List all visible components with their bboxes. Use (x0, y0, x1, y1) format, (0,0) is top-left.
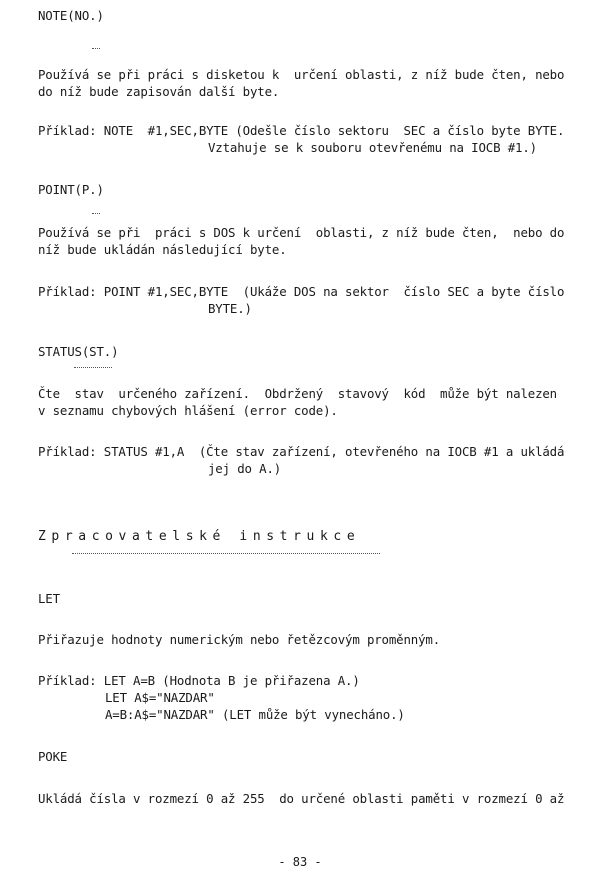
section-title-underline (72, 553, 380, 554)
let-text-line-1: Přiřazuje hodnoty numerickým nebo řetězcovým proměnným. (38, 632, 441, 647)
point-example-line-1: Příklad: POINT #1,SEC,BYTE (Ukáže DOS na sektor číslo SEC a byte číslo (38, 284, 565, 299)
let-heading: LET (38, 591, 60, 606)
status-example-line-2: jej do A.) (208, 461, 282, 476)
let-example-line-3: A=B:A$="NAZDAR" (LET může být vynecháno.) (105, 707, 405, 722)
note-example-line-2: Vztahuje se k souboru otevřenému na IOCB #1.) (208, 140, 537, 155)
status-heading: STATUS(ST.) (38, 344, 119, 359)
note-heading: NOTE(NO.) (38, 8, 104, 23)
status-example-line-1: Příklad: STATUS #1,A (Čte stav zařízení, otevřeného na IOCB #1 a ukládá (38, 444, 565, 459)
point-heading-underline (92, 213, 100, 214)
note-heading-underline (92, 48, 100, 49)
point-example-line-2: BYTE.) (208, 301, 252, 316)
note-text-line-1: Používá se při práci s disketou k určení oblasti, z níž bude čten, nebo (38, 67, 565, 82)
let-example-line-2: LET A$="NAZDAR" (105, 690, 215, 705)
status-text-line-1: Čte stav určeného zařízení. Obdržený stavový kód může být nalezen (38, 386, 557, 401)
status-heading-underline (74, 367, 112, 368)
point-heading: POINT(P.) (38, 182, 104, 197)
note-text-line-2: do níž bude zapisován další byte. (38, 84, 280, 99)
let-example-line-1: Příklad: LET A=B (Hodnota B je přiřazena A.) (38, 673, 360, 688)
point-text-line-2: níž bude ukládán následující byte. (38, 242, 287, 257)
point-text-line-1: Používá se při práci s DOS k určení oblasti, z níž bude čten, nebo do (38, 225, 565, 240)
poke-text-line-1: Ukládá čísla v rozmezí 0 až 255 do určené oblasti paměti v rozmezí 0 až (38, 791, 565, 806)
status-text-line-2: v seznamu chybových hlášení (error code). (38, 403, 338, 418)
poke-heading: POKE (38, 749, 68, 764)
section-title: Zpracovatelské instrukce (38, 529, 361, 544)
note-example-line-1: Příklad: NOTE #1,SEC,BYTE (Odešle číslo sektoru SEC a číslo byte BYTE. (38, 123, 565, 138)
page-number: - 83 - (278, 855, 322, 869)
